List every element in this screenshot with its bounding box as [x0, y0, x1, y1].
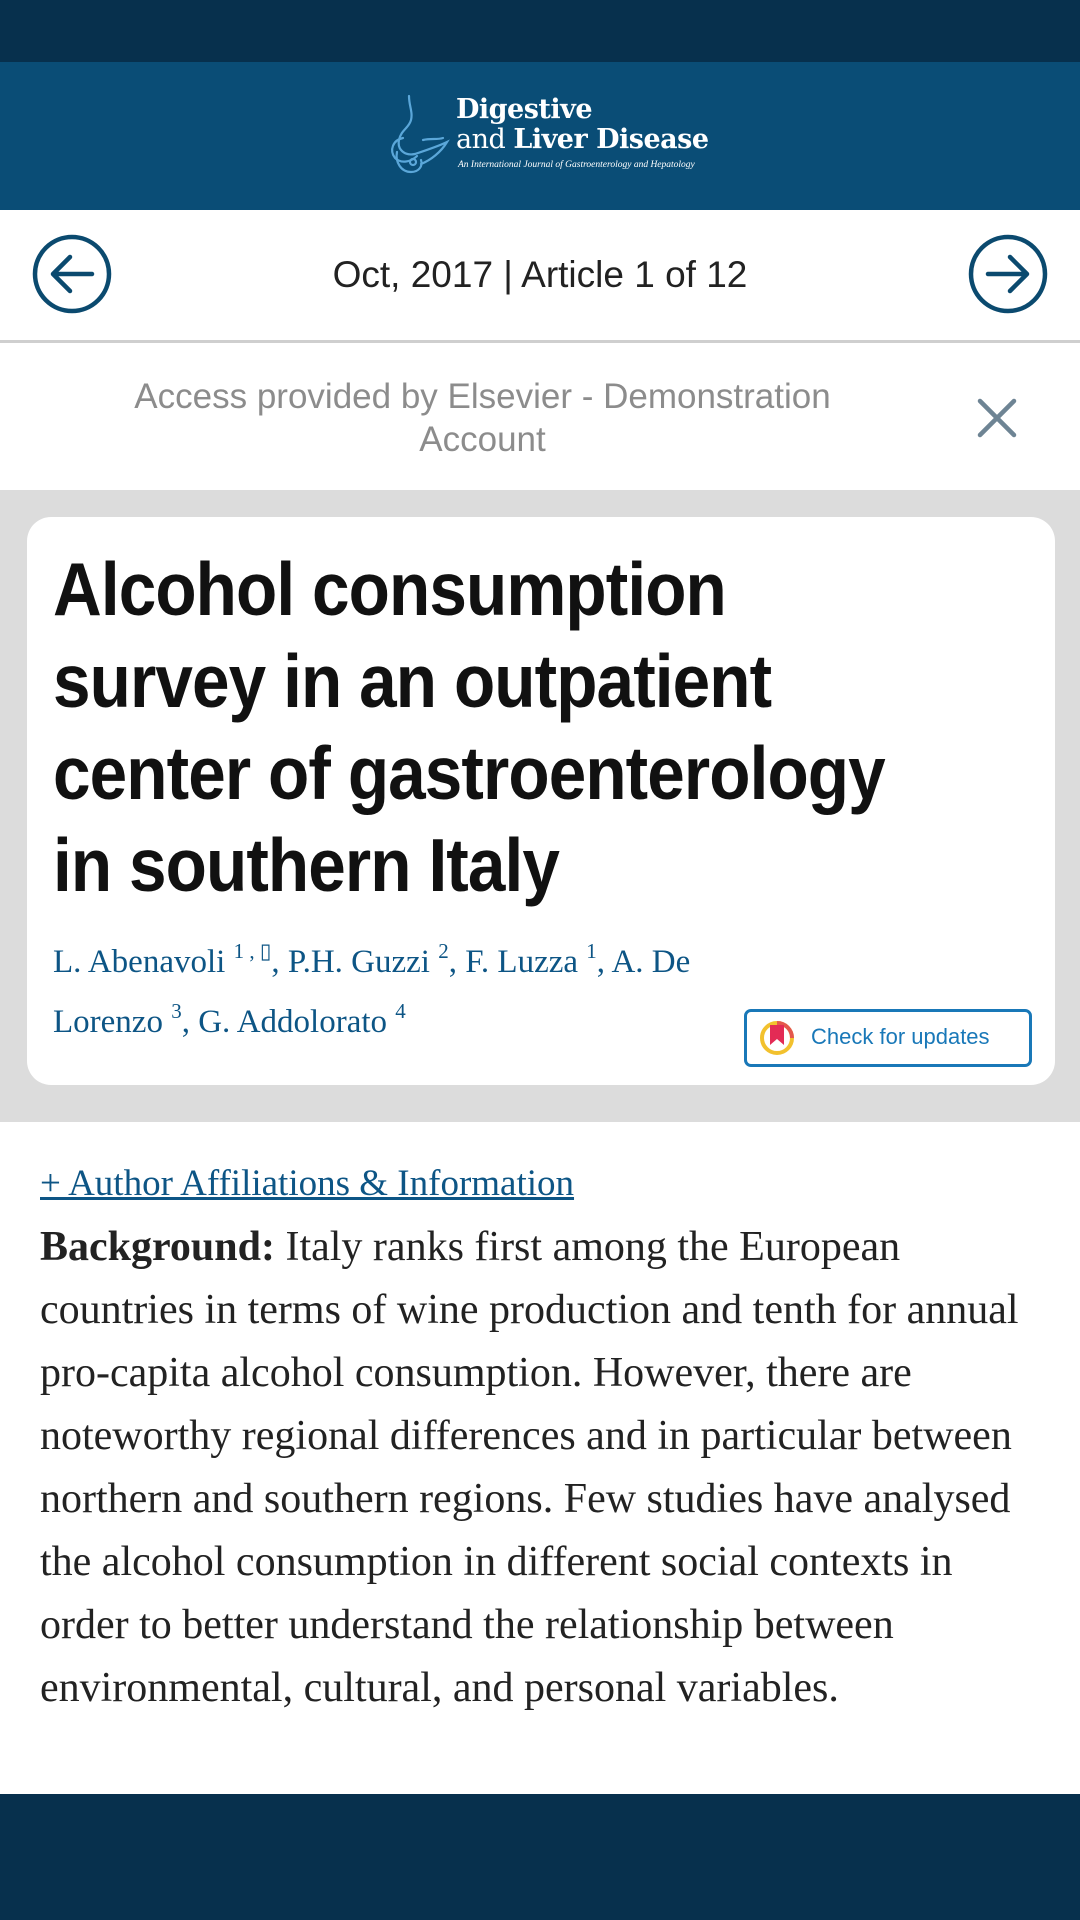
abstract-section — [40, 1160, 1050, 1720]
check-for-updates-label: Check for updates — [811, 1024, 990, 1049]
journal-name-line2 — [456, 124, 709, 155]
background-label: Background: — [40, 1224, 275, 1270]
issue-article-counter: Oct, 2017 | Article 1 of 12 — [332, 254, 748, 295]
author-affiliation: 1 , ▯ — [233, 939, 272, 963]
author-name: P.H. Guzzi — [287, 944, 430, 980]
author-list — [53, 932, 793, 1052]
author-link[interactable] — [287, 939, 449, 980]
close-icon — [970, 391, 1024, 445]
author-affiliation: 1 — [586, 939, 597, 963]
close-access-banner-button[interactable] — [970, 391, 1024, 445]
bottom-bar — [0, 1794, 1080, 1920]
author-affiliation: 3 — [171, 999, 182, 1023]
journal-banner — [0, 62, 1080, 210]
arrow-right-circle-icon — [968, 234, 1048, 314]
author-separator: , — [181, 1004, 199, 1040]
article-header-region — [0, 490, 1080, 1122]
author-link[interactable] — [198, 999, 406, 1040]
author-link[interactable] — [53, 939, 272, 980]
author-name: A. De Lorenzo — [53, 944, 691, 1040]
digestive-system-icon — [383, 92, 453, 178]
previous-article-button[interactable] — [32, 234, 112, 314]
article-title: Alcohol consumption survey in an outpatient center of gastroenterology in southern Italy — [53, 547, 885, 907]
journal-logo[interactable] — [383, 92, 709, 182]
journal-tagline: An International Journal of Gastroenterology and Hepatology — [458, 160, 695, 170]
arrow-left-circle-icon — [32, 234, 112, 314]
journal-name-line1: Digestive — [456, 94, 593, 125]
check-for-updates-button[interactable] — [744, 1009, 1032, 1067]
author-separator: , — [271, 944, 288, 980]
author-name: L. Abenavoli — [53, 944, 226, 980]
journal-name-and: and — [456, 124, 506, 155]
crossmark-icon — [759, 1020, 795, 1056]
next-article-button[interactable] — [968, 234, 1048, 314]
abstract-background — [40, 1216, 1050, 1720]
status-bar — [0, 0, 1080, 62]
article-navigation — [0, 210, 1080, 343]
background-text: Italy ranks first among the European countries in terms of wine production and tenth for annual pro-capita alcohol consumption. However, there are noteworthy regional differences and in particular between northern and southern regions. Few studies have analysed the alcohol consumption in different social contexts in order to better understand the relationship between environmental, cultural, and personal variables. — [40, 1224, 1019, 1711]
access-text: Access provided by Elsevier - Demonstration Account — [134, 377, 831, 459]
author-link[interactable] — [465, 939, 597, 980]
author-affiliations-link[interactable]: + Author Affiliations & Information — [40, 1163, 575, 1204]
author-name: F. Luzza — [465, 944, 579, 980]
author-separator: , — [448, 944, 466, 980]
author-affiliation: 4 — [395, 999, 406, 1023]
author-affiliation: 2 — [438, 939, 449, 963]
journal-name-liver-disease: Liver Disease — [513, 124, 709, 155]
author-separator: , — [596, 944, 612, 980]
access-banner — [0, 343, 1080, 490]
article-title-card — [27, 517, 1055, 1085]
author-name: G. Addolorato — [198, 1004, 388, 1040]
